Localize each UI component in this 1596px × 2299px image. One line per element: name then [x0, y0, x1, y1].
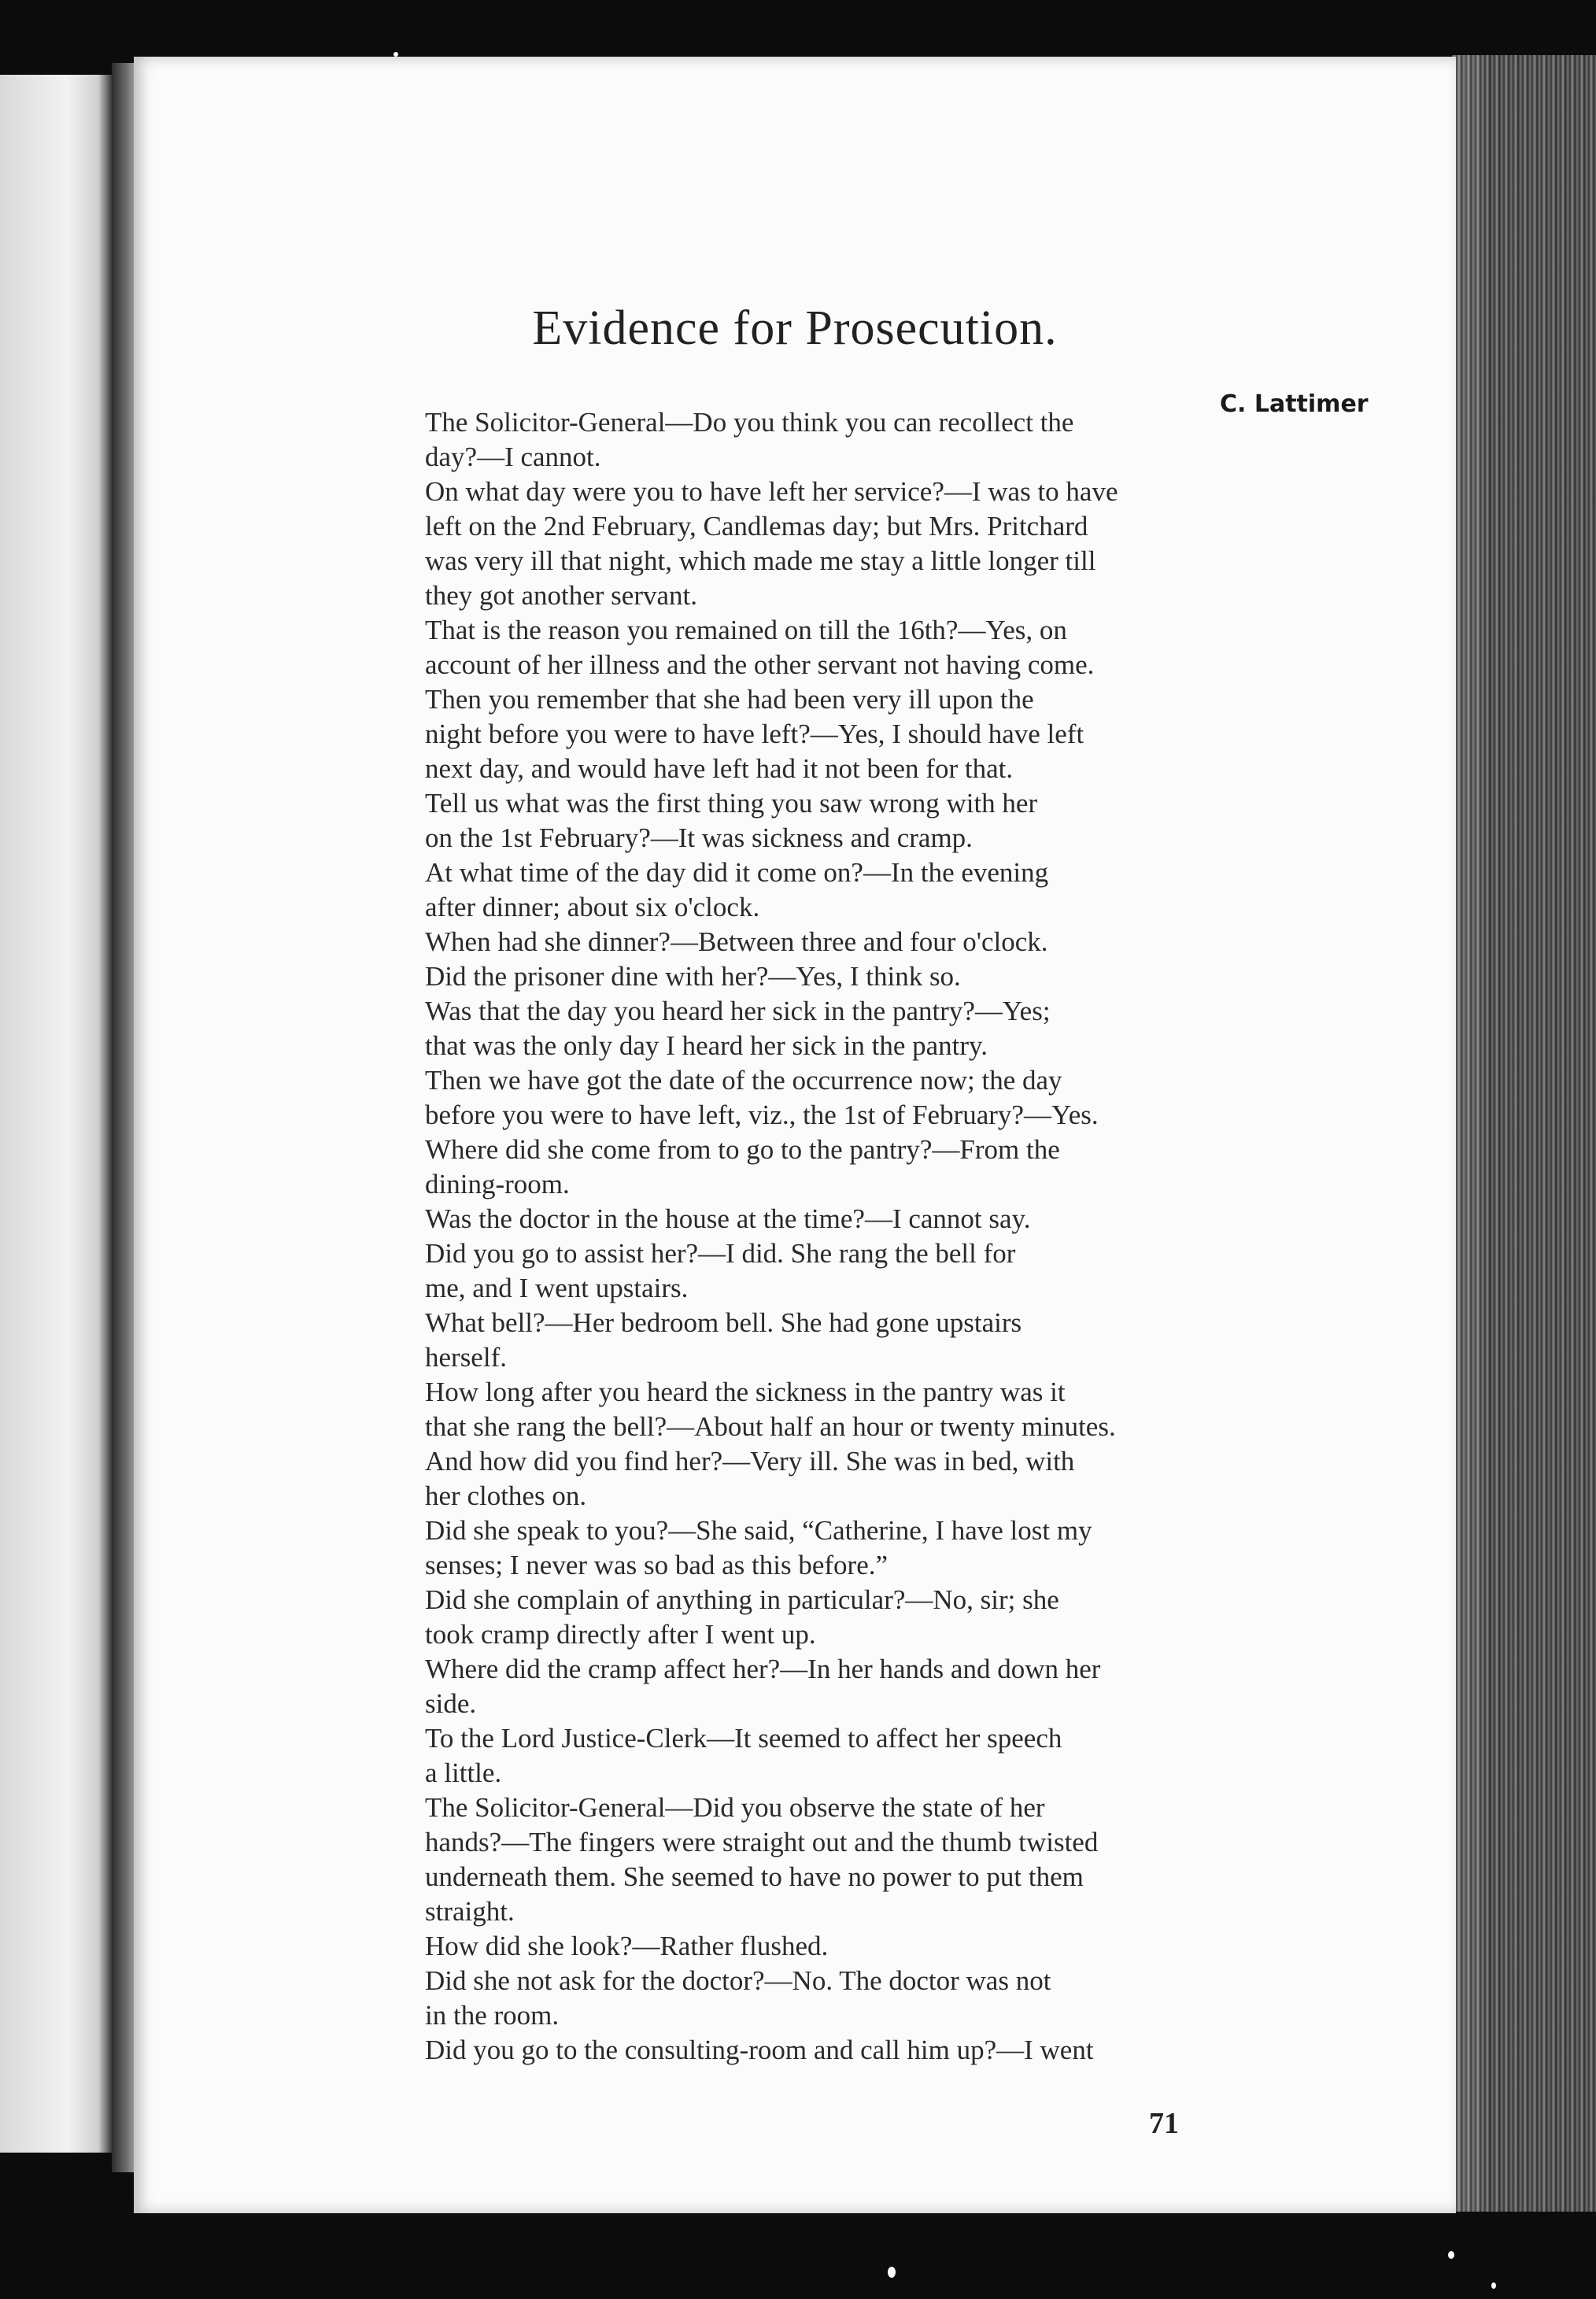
text-line: account of her illness and the other servant not having come. — [425, 649, 1095, 680]
text-line: How long after you heard the sickness in the pantry was it — [425, 1377, 1066, 1407]
text-line: side. — [425, 1688, 477, 1719]
text-line: hands?—The fingers were straight out and the thumb twisted — [425, 1827, 1099, 1857]
text-line: And how did you find her?—Very ill. She was in bed, with — [425, 1446, 1075, 1477]
text-line: dining-room. — [425, 1169, 570, 1199]
text-line: took cramp directly after I went up. — [425, 1619, 816, 1650]
text-line: her clothes on. — [425, 1480, 587, 1511]
text-line: a little. — [425, 1758, 502, 1788]
text-line: next day, and would have left had it not been for that. — [425, 753, 1014, 784]
text-line: Did she speak to you?—She said, “Catherine, I have lost my — [425, 1515, 1092, 1546]
page-body-text — [425, 405, 1365, 2068]
text-line: Where did the cramp affect her?—In her hands and down her — [425, 1654, 1101, 1684]
text-line: That is the reason you remained on till the 16th?—Yes, on — [425, 615, 1067, 645]
text-line: Did she not ask for the doctor?—No. The doctor was not — [425, 1965, 1051, 1996]
text-line: Did you go to the consulting-room and call him up?—I went — [425, 2035, 1094, 2065]
text-line: When had she dinner?—Between three and four o'clock. — [425, 926, 1048, 957]
text-line: underneath them. She seemed to have no power to put them — [425, 1861, 1084, 1892]
text-line: The Solicitor-General—Do you think you can recollect the — [425, 407, 1074, 438]
text-line: senses; I never was so bad as this before.” — [425, 1550, 889, 1580]
text-line: Where did she come from to go to the pantry?—From the — [425, 1134, 1060, 1165]
page-number: 71 — [1149, 2107, 1179, 2140]
text-line: What bell?—Her bedroom bell. She had gone upstairs — [425, 1307, 1022, 1338]
text-line: in the room. — [425, 2000, 560, 2031]
text-line: At what time of the day did it come on?—In the evening — [425, 857, 1049, 888]
text-line: before you were to have left, viz., the 1st of February?—Yes. — [425, 1100, 1099, 1130]
book-page — [134, 57, 1456, 2213]
text-line: that was the only day I heard her sick in the pantry. — [425, 1030, 988, 1061]
text-line: me, and I went upstairs. — [425, 1273, 689, 1303]
text-line: day?—I cannot. — [425, 442, 601, 472]
page-title: Evidence for Prosecution. — [532, 301, 1058, 355]
text-line: On what day were you to have left her service?—I was to have — [425, 476, 1118, 507]
text-line: on the 1st February?—It was sickness and cramp. — [425, 822, 973, 853]
film-speck — [393, 52, 398, 57]
margin-note-witness: C. Lattimer — [1220, 390, 1369, 418]
film-speck — [1491, 2282, 1496, 2289]
text-line: night before you were to have left?—Yes, I should have left — [425, 719, 1084, 749]
text-line: left on the 2nd February, Candlemas day; but Mrs. Pritchard — [425, 511, 1088, 541]
text-line: Was that the day you heard her sick in the pantry?—Yes; — [425, 996, 1051, 1026]
text-line: that she rang the bell?—About half an hour or twenty minutes. — [425, 1411, 1116, 1442]
film-speck — [1448, 2251, 1454, 2259]
text-line: herself. — [425, 1342, 507, 1373]
text-line: straight. — [425, 1896, 515, 1927]
text-line: Was the doctor in the house at the time?—I cannot say. — [425, 1203, 1031, 1234]
film-speck — [888, 2267, 896, 2278]
text-line: Then we have got the date of the occurrence now; the day — [425, 1065, 1062, 1096]
text-line: Did she complain of anything in particular?—No, sir; she — [425, 1584, 1059, 1615]
text-line: The Solicitor-General—Did you observe the state of her — [425, 1792, 1045, 1823]
text-line: they got another servant. — [425, 580, 698, 611]
text-line: How did she look?—Rather flushed. — [425, 1931, 829, 1961]
text-line: To the Lord Justice-Clerk—It seemed to affect her speech — [425, 1723, 1062, 1754]
text-line: Did you go to assist her?—I did. She rang the bell for — [425, 1238, 1016, 1269]
text-line: Did the prisoner dine with her?—Yes, I think so. — [425, 961, 961, 992]
text-line: Then you remember that she had been very ill upon the — [425, 684, 1034, 715]
text-line: was very ill that night, which made me stay a little longer till — [425, 545, 1096, 576]
left-page-edge — [0, 75, 112, 2153]
page-block-edge — [1452, 55, 1596, 2212]
text-line: Tell us what was the first thing you saw wrong with her — [425, 788, 1038, 819]
text-line: after dinner; about six o'clock. — [425, 892, 760, 922]
